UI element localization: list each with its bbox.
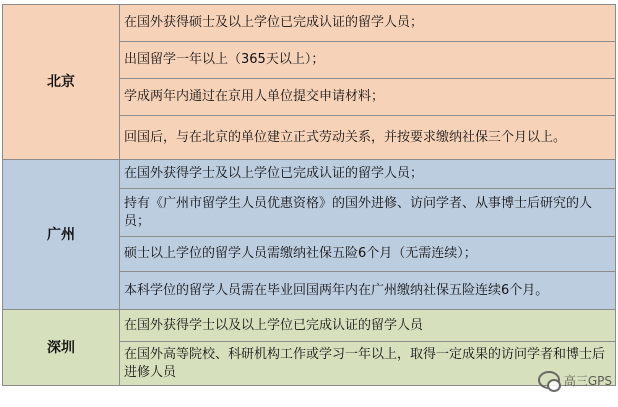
requirements-table (2, 4, 616, 386)
requirement-cell: 在国外获得学士及以上学位已完成认证的留学人员； (120, 160, 616, 189)
city-cell-shenzhen: 深圳 (3, 310, 120, 386)
wechat-icon (538, 371, 560, 389)
requirement-cell: 学成两年内通过在京用人单位提交申请材料； (120, 79, 616, 116)
requirement-cell: 在国外获得学士以及以上学位已完成认证的留学人员 (120, 310, 616, 342)
requirement-cell: 在国外高等院校、科研机构工作或学习一年以上，取得一定成果的访问学者和博士后进修人员 (120, 342, 616, 386)
watermark (538, 371, 612, 389)
requirement-cell: 本科学位的留学人员需在毕业回国两年内在广州缴纳社保五险连续6个月。 (120, 272, 616, 310)
requirement-cell: 持有《广州市留学生人员优惠资格》的国外进修、访问学者、从事博士后研究的人员； (120, 189, 616, 237)
city-cell-guangzhou: 广州 (3, 160, 120, 310)
requirement-cell: 硕士以上学位的留学人员需缴纳社保五险6个月（无需连续）； (120, 237, 616, 272)
table-row (3, 160, 616, 189)
requirement-cell: 在国外获得硕士及以上学位已完成认证的留学人员； (120, 5, 616, 42)
requirement-cell: 出国留学一年以上（365天以上）； (120, 42, 616, 79)
table-row (3, 5, 616, 42)
requirement-cell: 回国后，与在北京的单位建立正式劳动关系，并按要求缴纳社保三个月以上。 (120, 116, 616, 160)
city-cell-beijing: 北京 (3, 5, 120, 160)
table-row (3, 310, 616, 342)
watermark-text: 高三GPS (563, 373, 612, 388)
